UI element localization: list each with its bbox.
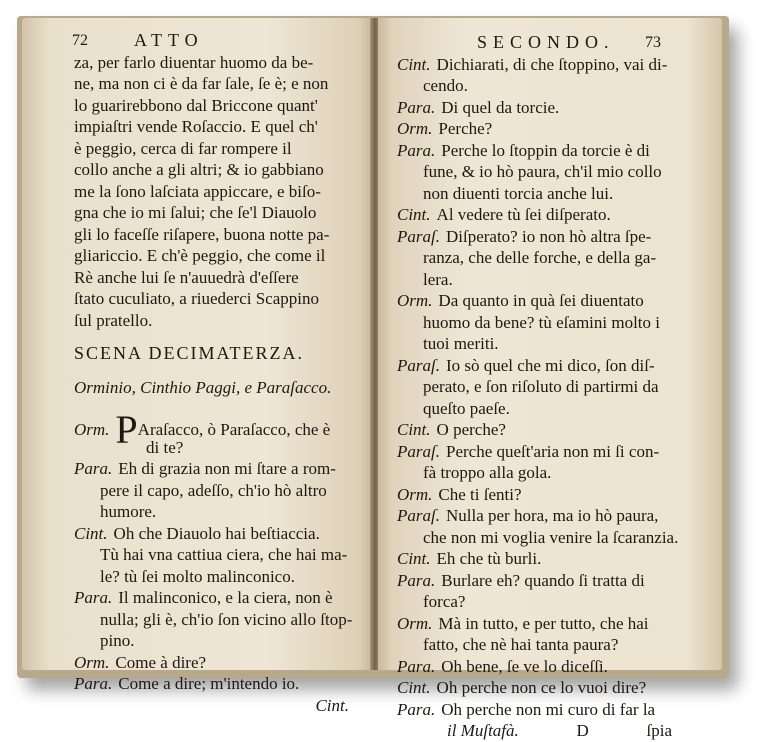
speech-line [397, 140, 692, 162]
speech-line [397, 591, 692, 613]
speech-text: Al vedere tù ſei diſperato. [436, 205, 611, 224]
speaker: Para. [74, 674, 113, 693]
speech-line [74, 630, 359, 652]
speech-line [397, 505, 692, 527]
speech-text: Come à dire? [115, 652, 207, 672]
speech-text: Perche? [438, 119, 493, 138]
drop-cap: P [115, 407, 138, 452]
speech-line [397, 699, 692, 721]
speech-line: di te? [146, 437, 184, 457]
speech-text: Oh bene, ſe ve lo diceſſi. [441, 656, 608, 676]
speech-line [397, 419, 692, 441]
speaker: Cint. [397, 54, 431, 74]
speaker: Orm. [397, 291, 433, 310]
speech-text: non diuenti torcia anche lui. [423, 183, 614, 203]
left-page [22, 18, 372, 715]
speaker: Cint. [74, 523, 108, 543]
speech-line [397, 333, 692, 355]
speech-line [74, 523, 359, 545]
speech-text: Nulla per hora, ma io hò paura, [445, 506, 659, 525]
speech-text: forca? [423, 592, 466, 611]
speaker: Paraſ. [397, 226, 440, 246]
speech-text: Oh perche non ce lo vuoi dire? [436, 678, 647, 697]
running-title: SECONDO. [477, 32, 615, 52]
speech-text: O perche? [436, 420, 506, 439]
speech-line [397, 247, 692, 269]
speech-text: huomo da bene? tù eſamini molto i [423, 312, 661, 332]
speaker: Para. [397, 97, 436, 117]
page-number: 73 [645, 34, 661, 51]
speech-line [397, 548, 692, 570]
speech-text: Diſperato? io non hò altra ſpe- [445, 226, 652, 246]
speech-line [397, 161, 692, 183]
speech-text: che non mi voglia venire la ſcaranzia. [423, 527, 679, 547]
prose-line: ſul pratello. [74, 310, 153, 330]
speaker: Paraſ. [397, 441, 440, 461]
speech-line [397, 677, 692, 699]
speech-text: queſto paeſe. [423, 398, 510, 418]
speech-text: Mà in tutto, e per tutto, che hai [438, 613, 649, 633]
speech-line [397, 269, 692, 291]
speech-line [74, 501, 359, 523]
speech-text: fatto, che nè hai tanta paura? [423, 635, 619, 654]
speech-line [397, 376, 692, 398]
speech-text: cendo. [423, 76, 468, 95]
speech-text: Oh che Diauolo hai beſtiaccia. [113, 523, 320, 543]
catchword: ſpia [646, 721, 672, 740]
page-footer [397, 720, 692, 742]
left-page-text [74, 30, 359, 716]
speech-line [74, 609, 359, 631]
speaker: Orm. [397, 613, 433, 633]
scene-title: SCENA DECIMATERZA. [74, 343, 305, 363]
prose-line: za, per farlo diuentar huomo da be- [74, 52, 314, 72]
speaker: Orm. [397, 484, 433, 504]
speaker: Para. [397, 570, 436, 590]
prose-line: me la ſono laſciata appiccare, e biſo- [74, 181, 321, 201]
speech-text: fà troppo alla gola. [423, 463, 552, 482]
speaker: Orm. [74, 652, 110, 672]
footer-title: il Muſtafà. [447, 721, 519, 740]
speaker: Para. [74, 588, 113, 607]
speech-text: Il malinconico, e la ciera, non è [118, 588, 333, 607]
speech-line [74, 652, 359, 674]
speech-text: Da quanto in quà ſei diuentato [438, 291, 644, 310]
speech-line [397, 204, 692, 226]
speaker: Paraſ. [397, 506, 440, 525]
speech-text: Di quel da torcie. [441, 97, 560, 117]
prose-line: è peggio, cerca di far rompere il [74, 138, 292, 158]
speech-text: Eh che tù burli. [436, 549, 542, 568]
speaker: Orm. [397, 119, 433, 138]
speech-text: pere il capo, adeſſo, ch'io hò altro [100, 480, 327, 500]
speech-text: nulla; gli è, ch'io ſon vicino allo ſtop- [100, 609, 353, 629]
speaker: Cint. [397, 549, 431, 568]
prose-line: impiaſtri vende Roſaccio. E quel ch' [74, 117, 318, 136]
speech-text: Perche queſt'aria non mi ſi con- [445, 441, 660, 461]
speech-text: Eh di grazia non mi ſtare a rom- [118, 459, 336, 478]
prose-line: Rè anche lui ſe n'auuedrà d'eſſere [74, 267, 299, 287]
speech-line [397, 527, 692, 549]
speech-line [397, 54, 692, 76]
speech-text: humore. [100, 502, 157, 521]
speaker: Cint. [397, 678, 431, 697]
speech-line [397, 613, 692, 635]
speech-text: Che ti ſenti? [438, 484, 522, 504]
right-page-text [397, 32, 692, 742]
speech-text: lera. [423, 269, 453, 289]
speech-line [397, 634, 692, 656]
dialogue [74, 458, 359, 695]
cast-list: Orminio, Cinthio Paggi, e Paraſacco. [74, 378, 332, 397]
speech-line [397, 312, 692, 334]
speaker: Cint. [397, 205, 431, 224]
speech-line [397, 441, 692, 463]
signature-mark: D [576, 721, 589, 740]
speech-text: ranza, che delle forche, e della ga- [423, 248, 657, 267]
right-page-header [397, 32, 692, 54]
speech-text: Come a dire; m'intendo io. [118, 674, 300, 693]
speech-text: perato, e ſon riſoluto di partirmi da [423, 377, 659, 396]
speech-line [74, 587, 359, 609]
speech-text: le? tù ſei molto malinconico. [100, 566, 295, 586]
speech-text: pino. [100, 631, 135, 650]
speaker: Para. [74, 459, 113, 478]
catchword: Cint. [315, 695, 349, 715]
speech-text: Dichiarati, di che ſtoppino, vai di- [436, 54, 668, 74]
right-page [378, 18, 722, 740]
prose-line: lo guarirebbono dal Briccone quant' [74, 95, 318, 115]
speaker: Paraſ. [397, 355, 440, 375]
speech-line [397, 183, 692, 205]
speech-line [74, 458, 359, 480]
dialogue [397, 54, 692, 721]
speech-line [397, 656, 692, 678]
speech-line [74, 673, 359, 695]
speech-line [397, 570, 692, 592]
prose-line: gli lo faceſſe riſapere, buona notte pa- [74, 224, 330, 244]
speech-line [74, 480, 359, 502]
speech-line: Araſacco, ò Paraſacco, che è [137, 420, 331, 439]
speech-text: Tù hai vna cattiua ciera, che hai ma- [100, 545, 348, 564]
page-number: 72 [72, 32, 88, 49]
speech-line [397, 118, 692, 140]
speech-line [74, 566, 359, 588]
left-page-header [74, 30, 359, 52]
speaker: Para. [397, 656, 436, 676]
speech-line [397, 97, 692, 119]
speaker: Para. [397, 140, 436, 160]
speech-text: Burlare eh? quando ſi tratta di [441, 570, 645, 590]
speech-line [397, 75, 692, 97]
speech-text: fune, & io hò paura, ch'il mio collo [423, 162, 662, 181]
speech-line [397, 290, 692, 312]
speech-text: Io sò quel che mi dico, ſon diſ- [445, 355, 655, 375]
running-title: ATTO [134, 30, 204, 50]
speech-line [397, 462, 692, 484]
prose-line: collo anche a gli altri; & io gabbiano [74, 160, 324, 179]
prose-line: ſtato cuculiato, a riuederci Scappino [74, 289, 319, 308]
speech-line [397, 398, 692, 420]
prose-line: gliariccio. E ch'è peggio, che come il [74, 246, 326, 265]
speaker: Para. [397, 699, 436, 719]
speech-text: Oh perche non mi curo di far la [441, 699, 656, 719]
prose-line: gna che io mi ſalui; che ſe'l Diauolo [74, 203, 317, 222]
speech-text: Perche lo ſtoppin da torcie è di [441, 140, 650, 160]
prose-line: ne, ma non ci è da far ſale, ſe è; e non [74, 74, 329, 93]
speech-text: tuoi meriti. [423, 334, 499, 353]
speaker: Cint. [397, 420, 431, 439]
speech-line [397, 484, 692, 506]
speech-line [397, 226, 692, 248]
speech-line [74, 544, 359, 566]
speaker: Orm. [74, 420, 110, 439]
speech-line [397, 355, 692, 377]
prose-block [74, 52, 359, 332]
